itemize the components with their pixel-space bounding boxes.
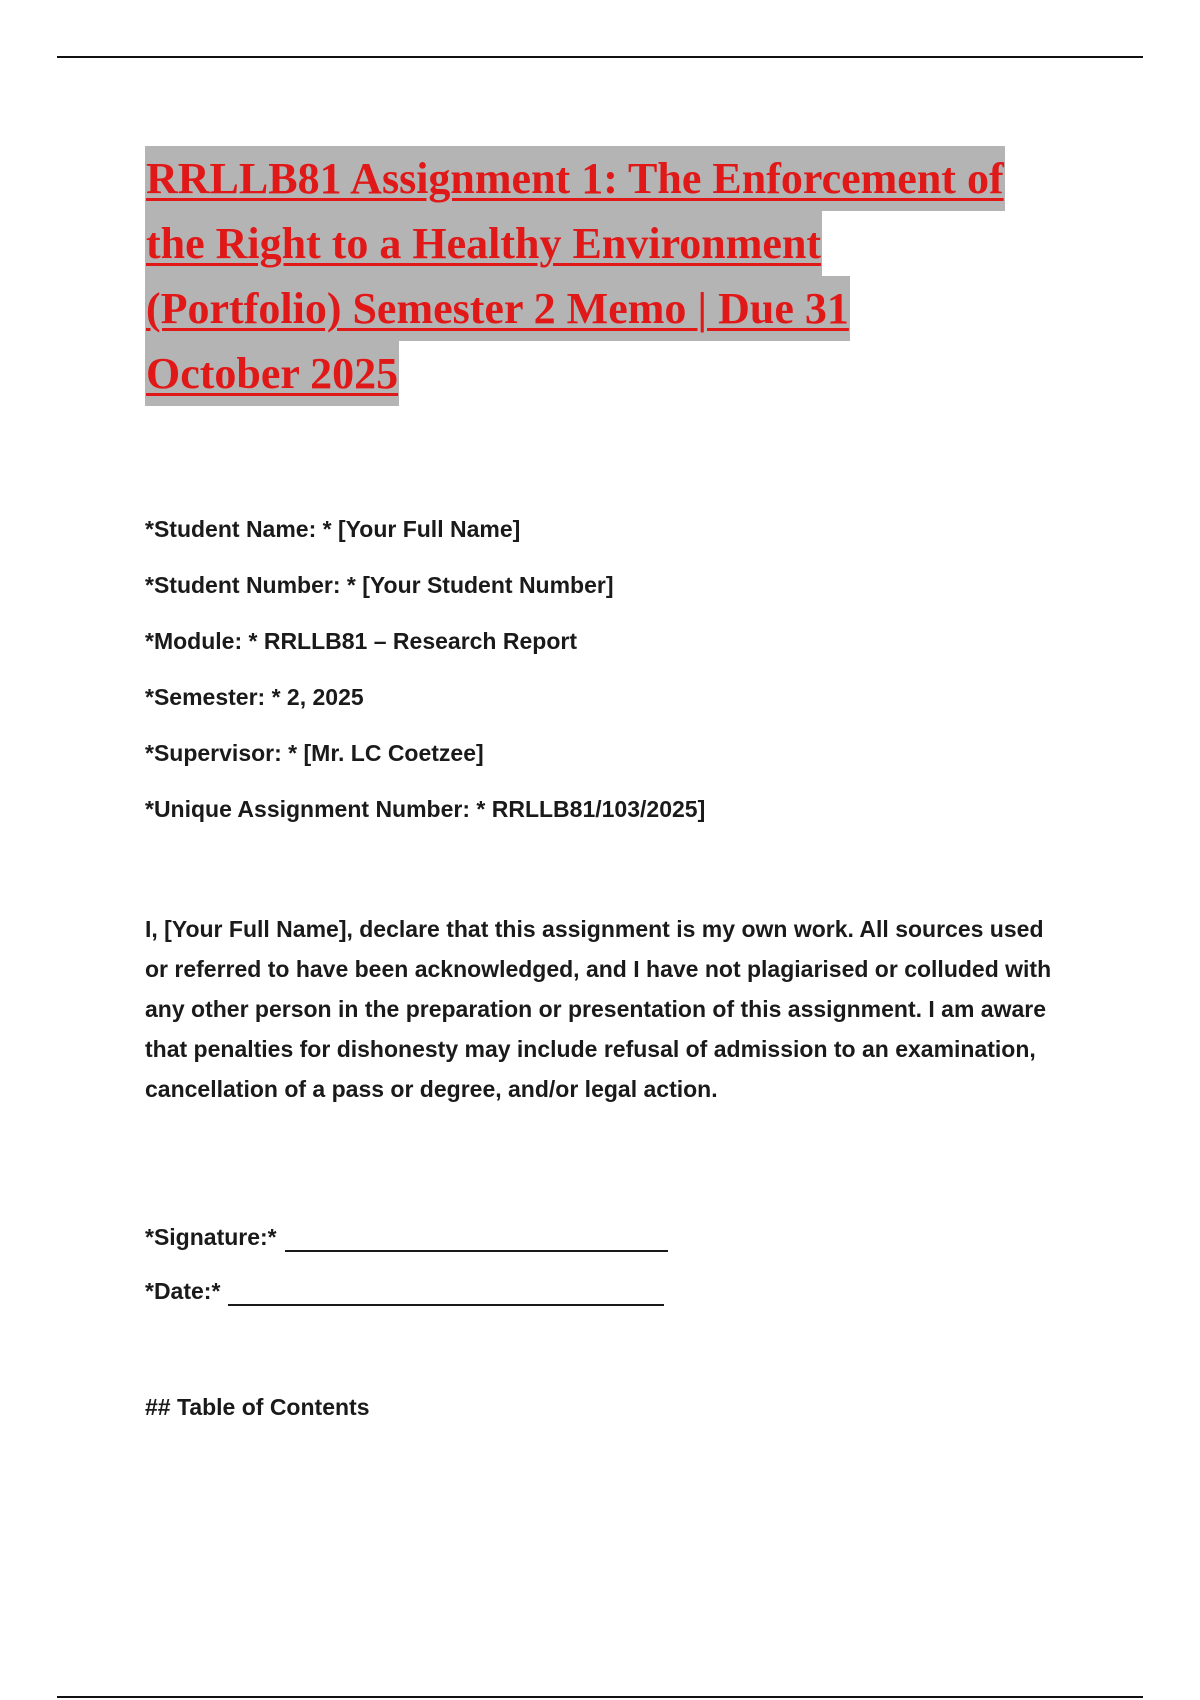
signature-block	[145, 1222, 745, 1330]
student-name-field: *Student Name: * [Your Full Name]	[145, 516, 521, 542]
signature-label: *Signature:*	[145, 1224, 277, 1250]
date-row	[145, 1276, 745, 1306]
title-line: (Portfolio) Semester 2 Memo | Due 31	[145, 276, 850, 341]
student-details	[145, 514, 1095, 824]
semester-field: *Semester: * 2, 2025	[145, 684, 364, 710]
table-of-contents-heading: ## Table of Contents	[145, 1394, 370, 1420]
student-number-field: *Student Number: * [Your Student Number]	[145, 572, 614, 598]
top-rule	[57, 56, 1143, 58]
title-line: RRLLB81 Assignment 1: The Enforcement of	[145, 146, 1005, 211]
date-label: *Date:*	[145, 1278, 221, 1304]
title-line: the Right to a Healthy Environment	[145, 211, 822, 276]
assignment-number-field: *Unique Assignment Number: * RRLLB81/103/2025]	[145, 796, 706, 822]
declaration-paragraph: I, [Your Full Name], declare that this assignment is my own work. All sources used or referred to have been acknowledged, and I have not plagiarised or colluded with any other person in the preparation or presentation of this assignment. I am aware that penalties for dishonesty may include refusal of admission to an examination, cancellation of a pass or degree, and/or legal action.	[145, 916, 1052, 1102]
signature-line	[285, 1228, 668, 1252]
module-field: *Module: * RRLLB81 – Research Report	[145, 628, 577, 654]
signature-row	[145, 1222, 745, 1252]
date-line	[228, 1282, 664, 1306]
supervisor-field: *Supervisor: * [Mr. LC Coetzee]	[145, 740, 484, 766]
title-line: October 2025	[145, 341, 399, 406]
bottom-rule	[57, 1696, 1143, 1698]
document-title	[145, 146, 1105, 406]
